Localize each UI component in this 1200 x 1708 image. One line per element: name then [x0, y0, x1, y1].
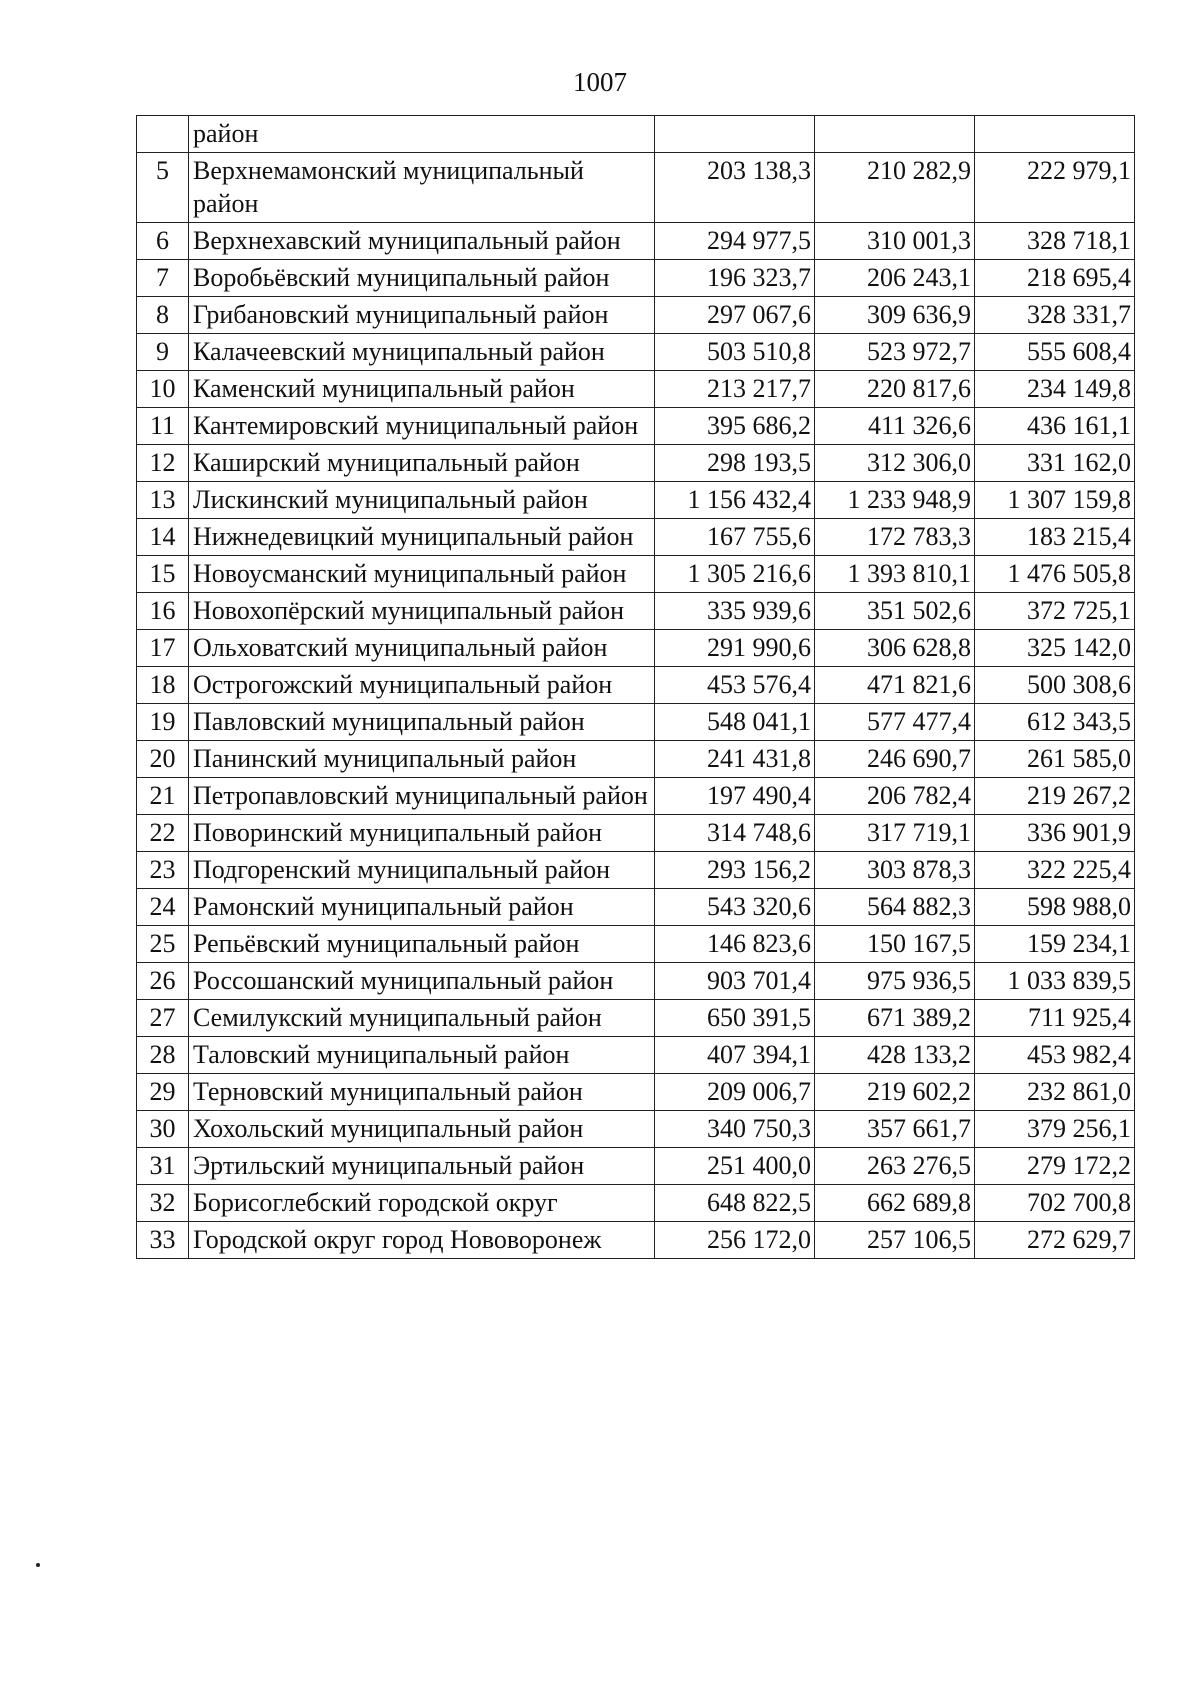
- value-col-2-cell: 303 878,3: [815, 852, 975, 889]
- value-col-1-cell: 256 172,0: [655, 1222, 815, 1259]
- table-row: [137, 519, 1135, 556]
- district-name-cell: Поворинский муниципальный район: [189, 815, 655, 852]
- row-number-cell: 15: [137, 556, 189, 593]
- table-row: [137, 1111, 1135, 1148]
- value-col-2-cell: 662 689,8: [815, 1185, 975, 1222]
- row-number-cell: 27: [137, 1000, 189, 1037]
- row-number-cell: 17: [137, 630, 189, 667]
- value-col-2-cell: 263 276,5: [815, 1148, 975, 1185]
- district-name-cell: Эртильский муниципальный район: [189, 1148, 655, 1185]
- row-number-cell: 13: [137, 482, 189, 519]
- value-col-2-cell: 150 167,5: [815, 926, 975, 963]
- row-number-cell: 28: [137, 1037, 189, 1074]
- district-name-cell: Лискинский муниципальный район: [189, 482, 655, 519]
- value-col-3-cell: 261 585,0: [975, 741, 1135, 778]
- table-row: [137, 630, 1135, 667]
- value-col-3-cell: 234 149,8: [975, 371, 1135, 408]
- district-name-cell: район: [189, 116, 655, 153]
- district-name-cell: Петропавловский муниципальный район: [189, 778, 655, 815]
- district-name-cell: Каширский муниципальный район: [189, 445, 655, 482]
- value-col-3-cell: 1 307 159,8: [975, 482, 1135, 519]
- row-number-cell: 30: [137, 1111, 189, 1148]
- district-name-cell: Калачеевский муниципальный район: [189, 334, 655, 371]
- value-col-1-cell: 197 490,4: [655, 778, 815, 815]
- table-row: [137, 667, 1135, 704]
- value-col-2-cell: 172 783,3: [815, 519, 975, 556]
- value-col-3-cell: 336 901,9: [975, 815, 1135, 852]
- value-col-2-cell: 523 972,7: [815, 334, 975, 371]
- table-row: [137, 1222, 1135, 1259]
- table-body: [137, 116, 1135, 1259]
- value-col-1-cell: 548 041,1: [655, 704, 815, 741]
- table-row: [137, 1074, 1135, 1111]
- table-row: [137, 482, 1135, 519]
- table-row: [137, 852, 1135, 889]
- value-col-3-cell: 272 629,7: [975, 1222, 1135, 1259]
- table-row: [137, 371, 1135, 408]
- table-row: [137, 1148, 1135, 1185]
- value-col-1-cell: 294 977,5: [655, 223, 815, 260]
- row-number-cell: 25: [137, 926, 189, 963]
- value-col-1-cell: 209 006,7: [655, 1074, 815, 1111]
- value-col-2-cell: 471 821,6: [815, 667, 975, 704]
- row-number-cell: 10: [137, 371, 189, 408]
- table-row: [137, 556, 1135, 593]
- row-number-cell: 16: [137, 593, 189, 630]
- value-col-2-cell: 246 690,7: [815, 741, 975, 778]
- value-col-1-cell: 1 305 216,6: [655, 556, 815, 593]
- row-number-cell: 21: [137, 778, 189, 815]
- value-col-3-cell: 219 267,2: [975, 778, 1135, 815]
- value-col-1-cell: [655, 116, 815, 153]
- value-col-2-cell: 357 661,7: [815, 1111, 975, 1148]
- value-col-2-cell: 257 106,5: [815, 1222, 975, 1259]
- row-number-cell: 24: [137, 889, 189, 926]
- district-name-cell: Ольховатский муниципальный район: [189, 630, 655, 667]
- table-row: [137, 223, 1135, 260]
- value-col-2-cell: 577 477,4: [815, 704, 975, 741]
- value-col-3-cell: 328 718,1: [975, 223, 1135, 260]
- value-col-3-cell: 1 476 505,8: [975, 556, 1135, 593]
- row-number-cell: 14: [137, 519, 189, 556]
- district-name-cell: Верхнехавский муниципальный район: [189, 223, 655, 260]
- district-name-cell: Нижнедевицкий муниципальный район: [189, 519, 655, 556]
- row-number-cell: 33: [137, 1222, 189, 1259]
- value-col-2-cell: 312 306,0: [815, 445, 975, 482]
- value-col-2-cell: 310 001,3: [815, 223, 975, 260]
- value-col-1-cell: 291 990,6: [655, 630, 815, 667]
- value-col-3-cell: 279 172,2: [975, 1148, 1135, 1185]
- value-col-1-cell: 335 939,6: [655, 593, 815, 630]
- district-name-cell: Верхнемамонский муниципальный район: [189, 153, 655, 223]
- district-name-cell: Кантемировский муниципальный район: [189, 408, 655, 445]
- row-number-cell: 7: [137, 260, 189, 297]
- value-col-3-cell: 598 988,0: [975, 889, 1135, 926]
- value-col-1-cell: 298 193,5: [655, 445, 815, 482]
- value-col-3-cell: 325 142,0: [975, 630, 1135, 667]
- value-col-2-cell: [815, 116, 975, 153]
- table-row: [137, 1000, 1135, 1037]
- value-col-2-cell: 220 817,6: [815, 371, 975, 408]
- table-row: [137, 1037, 1135, 1074]
- value-col-2-cell: 975 936,5: [815, 963, 975, 1000]
- table-row: [137, 153, 1135, 223]
- row-number-cell: 5: [137, 153, 189, 223]
- value-col-2-cell: 317 719,1: [815, 815, 975, 852]
- value-col-3-cell: 331 162,0: [975, 445, 1135, 482]
- district-name-cell: Рамонский муниципальный район: [189, 889, 655, 926]
- value-col-1-cell: 314 748,6: [655, 815, 815, 852]
- district-name-cell: Новохопёрский муниципальный район: [189, 593, 655, 630]
- district-name-cell: Борисоглебский городской округ: [189, 1185, 655, 1222]
- value-col-1-cell: 196 323,7: [655, 260, 815, 297]
- table-row: [137, 334, 1135, 371]
- value-col-2-cell: 309 636,9: [815, 297, 975, 334]
- value-col-1-cell: 251 400,0: [655, 1148, 815, 1185]
- district-name-cell: Россошанский муниципальный район: [189, 963, 655, 1000]
- value-col-3-cell: 222 979,1: [975, 153, 1135, 223]
- value-col-2-cell: 210 282,9: [815, 153, 975, 223]
- value-col-3-cell: 702 700,8: [975, 1185, 1135, 1222]
- table-row: [137, 1185, 1135, 1222]
- value-col-3-cell: 453 982,4: [975, 1037, 1135, 1074]
- row-number-cell: 8: [137, 297, 189, 334]
- value-col-1-cell: 167 755,6: [655, 519, 815, 556]
- value-col-3-cell: 1 033 839,5: [975, 963, 1135, 1000]
- value-col-3-cell: 232 861,0: [975, 1074, 1135, 1111]
- district-name-cell: Новоусманский муниципальный район: [189, 556, 655, 593]
- district-name-cell: Семилукский муниципальный район: [189, 1000, 655, 1037]
- district-name-cell: Подгоренский муниципальный район: [189, 852, 655, 889]
- district-name-cell: Острогожский муниципальный район: [189, 667, 655, 704]
- value-col-2-cell: 1 393 810,1: [815, 556, 975, 593]
- value-col-1-cell: 453 576,4: [655, 667, 815, 704]
- table-row: [137, 815, 1135, 852]
- table-row: [137, 260, 1135, 297]
- district-name-cell: Репьёвский муниципальный район: [189, 926, 655, 963]
- value-col-2-cell: 671 389,2: [815, 1000, 975, 1037]
- value-col-1-cell: 146 823,6: [655, 926, 815, 963]
- value-col-1-cell: 297 067,6: [655, 297, 815, 334]
- table-row: [137, 408, 1135, 445]
- value-col-1-cell: 503 510,8: [655, 334, 815, 371]
- table-row: [137, 297, 1135, 334]
- stray-dot: [36, 1563, 40, 1567]
- row-number-cell: 23: [137, 852, 189, 889]
- value-col-2-cell: 306 628,8: [815, 630, 975, 667]
- value-col-3-cell: 711 925,4: [975, 1000, 1135, 1037]
- row-number-cell: 12: [137, 445, 189, 482]
- value-col-1-cell: 213 217,7: [655, 371, 815, 408]
- district-name-cell: Таловский муниципальный район: [189, 1037, 655, 1074]
- value-col-3-cell: 500 308,6: [975, 667, 1135, 704]
- value-col-3-cell: 436 161,1: [975, 408, 1135, 445]
- table-row: [137, 963, 1135, 1000]
- row-number-cell: 26: [137, 963, 189, 1000]
- value-col-2-cell: 428 133,2: [815, 1037, 975, 1074]
- table-row: [137, 593, 1135, 630]
- row-number-cell: 29: [137, 1074, 189, 1111]
- page-number: 1007: [573, 67, 627, 97]
- value-col-3-cell: [975, 116, 1135, 153]
- value-col-3-cell: 555 608,4: [975, 334, 1135, 371]
- district-name-cell: Грибановский муниципальный район: [189, 297, 655, 334]
- value-col-1-cell: 648 822,5: [655, 1185, 815, 1222]
- value-col-1-cell: 395 686,2: [655, 408, 815, 445]
- value-col-3-cell: 218 695,4: [975, 260, 1135, 297]
- value-col-2-cell: 219 602,2: [815, 1074, 975, 1111]
- table-row: [137, 889, 1135, 926]
- row-number-cell: 32: [137, 1185, 189, 1222]
- value-col-3-cell: 612 343,5: [975, 704, 1135, 741]
- value-col-3-cell: 372 725,1: [975, 593, 1135, 630]
- district-name-cell: Терновский муниципальный район: [189, 1074, 655, 1111]
- value-col-3-cell: 322 225,4: [975, 852, 1135, 889]
- table-row: [137, 116, 1135, 153]
- district-name-cell: Панинский муниципальный район: [189, 741, 655, 778]
- value-col-1-cell: 650 391,5: [655, 1000, 815, 1037]
- row-number-cell: 19: [137, 704, 189, 741]
- district-name-cell: Хохольский муниципальный район: [189, 1111, 655, 1148]
- district-name-cell: Воробьёвский муниципальный район: [189, 260, 655, 297]
- table-row: [137, 445, 1135, 482]
- table-row: [137, 741, 1135, 778]
- value-col-3-cell: 183 215,4: [975, 519, 1135, 556]
- value-col-3-cell: 328 331,7: [975, 297, 1135, 334]
- value-col-1-cell: 340 750,3: [655, 1111, 815, 1148]
- value-col-1-cell: 203 138,3: [655, 153, 815, 223]
- value-col-2-cell: 564 882,3: [815, 889, 975, 926]
- row-number-cell: 22: [137, 815, 189, 852]
- district-name-cell: Павловский муниципальный район: [189, 704, 655, 741]
- table-row: [137, 704, 1135, 741]
- table-row: [137, 926, 1135, 963]
- district-name-cell: Каменский муниципальный район: [189, 371, 655, 408]
- value-col-1-cell: 241 431,8: [655, 741, 815, 778]
- value-col-2-cell: 206 243,1: [815, 260, 975, 297]
- row-number-cell: 20: [137, 741, 189, 778]
- row-number-cell: 11: [137, 408, 189, 445]
- district-name-cell: Городской округ город Нововоронеж: [189, 1222, 655, 1259]
- table-row: [137, 778, 1135, 815]
- value-col-2-cell: 206 782,4: [815, 778, 975, 815]
- row-number-cell: 18: [137, 667, 189, 704]
- value-col-1-cell: 407 394,1: [655, 1037, 815, 1074]
- value-col-1-cell: 293 156,2: [655, 852, 815, 889]
- value-col-1-cell: 1 156 432,4: [655, 482, 815, 519]
- row-number-cell: 6: [137, 223, 189, 260]
- value-col-1-cell: 903 701,4: [655, 963, 815, 1000]
- budget-table: [136, 115, 1135, 1259]
- value-col-2-cell: 411 326,6: [815, 408, 975, 445]
- value-col-2-cell: 351 502,6: [815, 593, 975, 630]
- value-col-3-cell: 379 256,1: [975, 1111, 1135, 1148]
- value-col-2-cell: 1 233 948,9: [815, 482, 975, 519]
- row-number-cell: 31: [137, 1148, 189, 1185]
- row-number-cell: 9: [137, 334, 189, 371]
- value-col-3-cell: 159 234,1: [975, 926, 1135, 963]
- value-col-1-cell: 543 320,6: [655, 889, 815, 926]
- row-number-cell: [137, 116, 189, 153]
